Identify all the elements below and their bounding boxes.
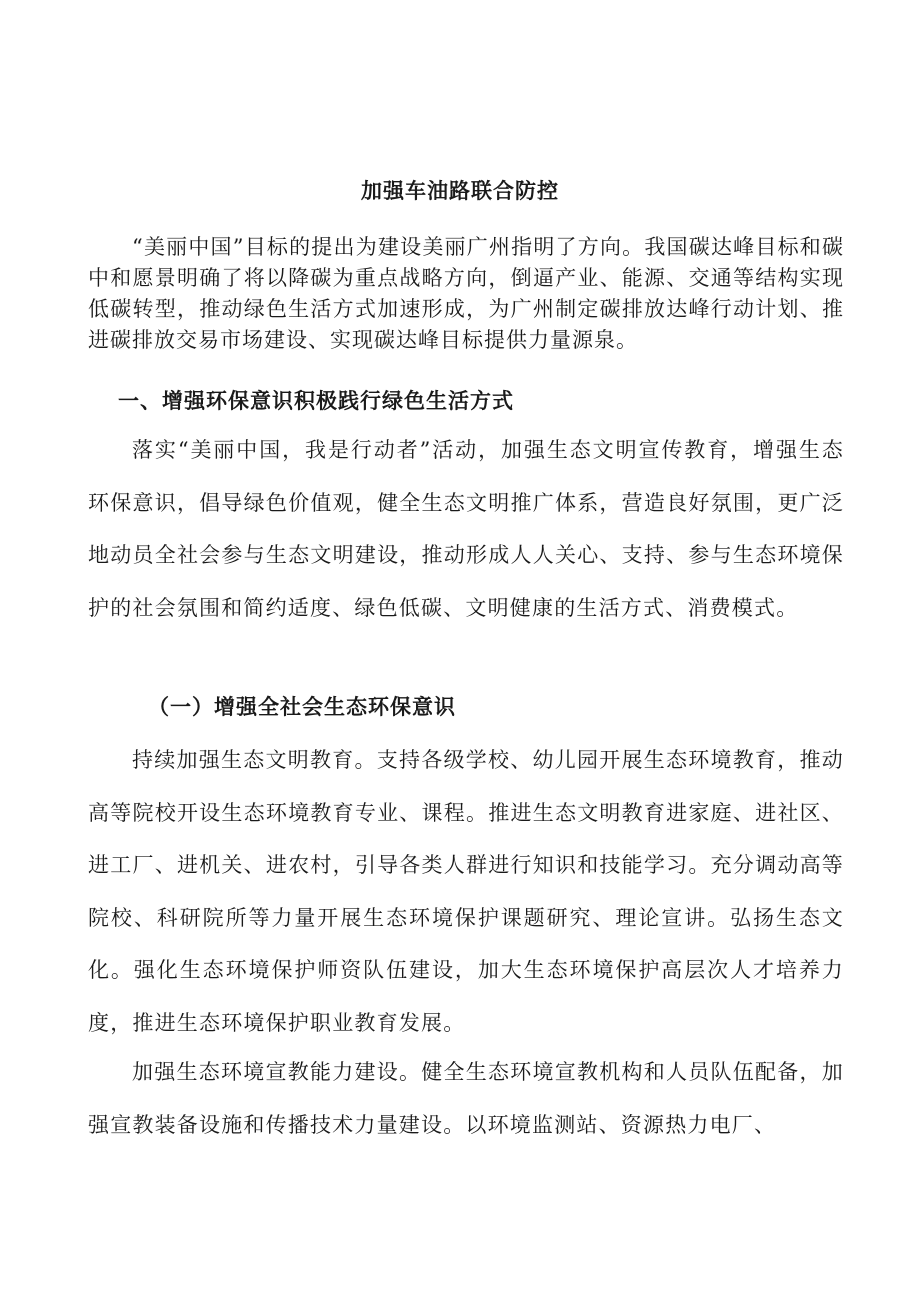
section-paragraph: 落实“美丽中国，我是行动者”活动，加强生态文明宣传教育，增强生态环保意识，倡导绿色价值观，健全生态文明推广体系，营造良好氛围，更广泛地动员全社会参与生态文明建设，推动形成人人关心、支持、参与生态环境保护的社会氛围和简约适度、绿色低碳、文明健康的生活方式、消费模式。	[88, 438, 844, 620]
subsection-paragraph-education: 持续加强生态文明教育。支持各级学校、幼儿园开展生态环境教育，推动高等院校开设生态环境教育专业、课程。推进生态文明教育进家庭、进社区、进工厂、进机关、进农村，引导各类人群进行知识和技能学习。充分调动高等院校、科研院所等力量开展生态环境保护课题研究、理论宣讲。弘扬生态文化。强化生态环境保护师资队伍建设，加大生态环境保护高层次人才培养力度，推进生态环境保护职业教育发展。	[88, 748, 844, 1035]
subsection-heading: （一）增强全社会生态环保意识	[148, 694, 456, 719]
document-title: 加强车油路联合防控	[361, 178, 559, 203]
subsection-paragraph-capacity: 加强生态环境宣教能力建设。健全生态环境宣教机构和人员队伍配备，加强宣教装备设施和传播技术力量建设。以环境监测站、资源热力电厂、	[88, 1060, 844, 1137]
intro-paragraph: “美丽中国”目标的提出为建设美丽广州指明了方向。我国碳达峰目标和碳中和愿景明确了将以降碳为重点战略方向，倒逼产业、能源、交通等结构实现低碳转型，推动绿色生活方式加速形成，为广州制定碳排放达峰行动计划、推进碳排放交易市场建设、实现碳达峰目标提供力量源泉。	[88, 235, 844, 352]
section-heading: 一、增强环保意识积极践行绿色生活方式	[118, 388, 514, 413]
